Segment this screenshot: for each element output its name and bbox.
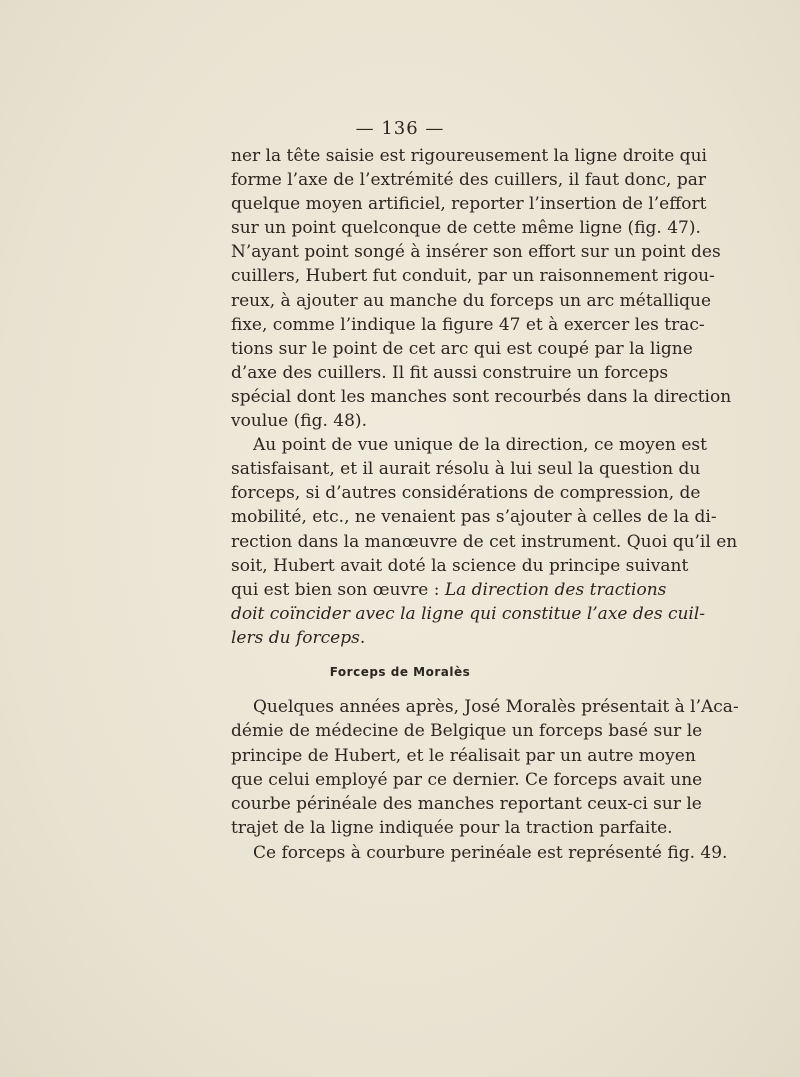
text-line (231, 578, 667, 602)
body-text-lower (231, 695, 739, 865)
paragraph (231, 695, 739, 841)
text-line: tions sur le point de cet arc qui est coupé par la ligne (231, 338, 693, 359)
text-line: ner la tête saisie est rigoureusement la ligne droite qui (231, 146, 707, 166)
paragraph (231, 433, 738, 650)
text-line: principe de Hubert, et le réalisait par un autre moyen (231, 745, 696, 766)
paragraph (231, 144, 732, 433)
text-line: d’axe des cuillers. Il fit aussi construire un forceps (231, 362, 669, 383)
text-line: satisfaisant, et il aurait résolu à lui seul la question du (231, 459, 701, 480)
text-line: sur un point quelconque de cette même ligne (fig. 47). (231, 218, 701, 239)
text-line: fixe, comme l’indique la figure 47 et à exercer les trac- (231, 314, 705, 335)
text-line: mobilité, etc., ne venaient pas s’ajouter à celles de la di- (231, 507, 717, 528)
text-line: Ce forceps à courbure perinéale est représenté fig. 49. (253, 842, 728, 863)
paragraph (231, 841, 728, 865)
text-line: voulue (fig. 48). (231, 411, 367, 432)
italic-text-run: La direction des tractions (444, 579, 667, 600)
text-line: spécial dont les manches sont recourbés dans la direction (231, 386, 732, 407)
text-line: trajet de la ligne indiquée pour la traction parfaite. (231, 818, 673, 839)
text-line: reux, à ajouter au manche du forceps un arc métallique (231, 290, 712, 311)
text-line: quelque moyen artificiel, reporter l’insertion de l’effort (231, 194, 707, 215)
text-line: N’ayant point songé à insérer son effort sur un point des (231, 242, 721, 263)
text-line: Au point de vue unique de la direction, ce moyen est (253, 435, 707, 456)
italic-text-line: doit coïncider avec la ligne qui constitue l’axe des cuil- (231, 603, 706, 624)
text-line: forceps, si d’autres considérations de compression, de (231, 483, 701, 504)
text-line: forme l’axe de l’extrémité des cuillers, il faut donc, par (231, 170, 706, 191)
text-line (231, 626, 650, 650)
text-line: cuillers, Hubert fut conduit, par un raisonnement rigou- (231, 266, 715, 287)
text-run: qui est bien son œuvre : (231, 579, 445, 600)
page-number: — 136 — (355, 118, 445, 139)
text-line: rection dans la manœuvre de cet instrument. Quoi qu’il en (231, 531, 738, 552)
italic-text-run: lers du forceps (231, 627, 360, 648)
body-text-upper (231, 144, 738, 650)
text-line: Quelques années après, José Moralès présentait à l’Aca- (253, 697, 739, 717)
text-run: . (359, 627, 366, 648)
text-line: que celui employé par ce dernier. Ce forceps avait une (231, 769, 703, 790)
section-heading: Forceps de Moralès (329, 665, 471, 679)
text-line: courbe périnéale des manches reportant ceux-ci sur le (231, 794, 702, 815)
text-line: soit, Hubert avait doté la science du principe suivant (231, 555, 689, 576)
text-line: démie de médecine de Belgique un forceps basé sur le (231, 721, 703, 742)
